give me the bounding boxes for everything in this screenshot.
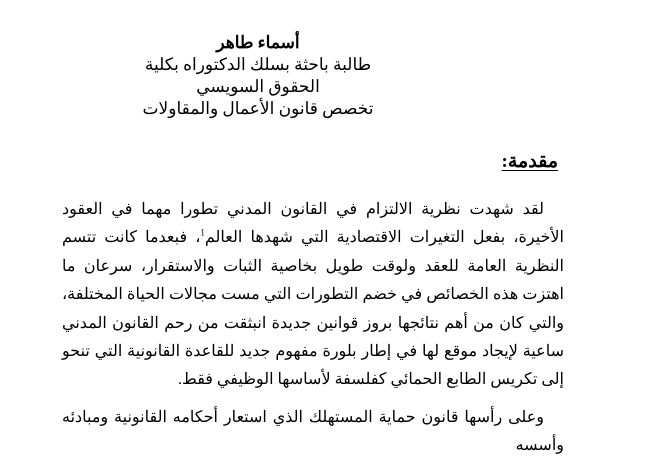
paragraph-1-text-start: لقد شهدت نظرية الالتزام في القانون المدني تطورا مهما في العقود الأخيرة، بفعل التغيرات الاقتصادية التي شهدها العالم — [62, 201, 564, 247]
author-block — [140, 32, 376, 120]
author-affiliation: طالبة باحثة بسلك الدكتوراه بكلية الحقوق السويسي — [144, 55, 372, 96]
author-specialization: تخصص قانون الأعمال والمقاولات — [142, 99, 374, 118]
footnote-marker[interactable]: 1 — [200, 228, 205, 239]
paragraph-1-text-end: ، فبعدما كانت تتسم النظرية العامة للعقد ولوقت طويل بخاصية الثبات والاستقرار، سرعان ما اهتزت هذه الخصائص في خضم التطورات التي مست مجالات الحياة المختلفة، والتي كان من أهم نتائجها بروز قوانين جديدة انبثقت من رحم القانون المدني ساعية لإيجاد موقع لها في إطار بلورة مفهوم جديد للقاعدة القانونية التي تنحو إلى تكريس الطابع الحمائي كفلسفة لأساسها الوظيفي فقط. — [62, 229, 565, 389]
paragraph-1 — [62, 196, 564, 395]
author-name: أسماء طاهر — [216, 33, 300, 52]
section-heading: مقدمة: — [501, 151, 558, 172]
paragraph-2: وعلى رأسها قانون حماية المستهلك الذي استعار أحكامه القانونية ومبادئه وأسسه — [62, 408, 564, 455]
body-text — [62, 196, 564, 461]
